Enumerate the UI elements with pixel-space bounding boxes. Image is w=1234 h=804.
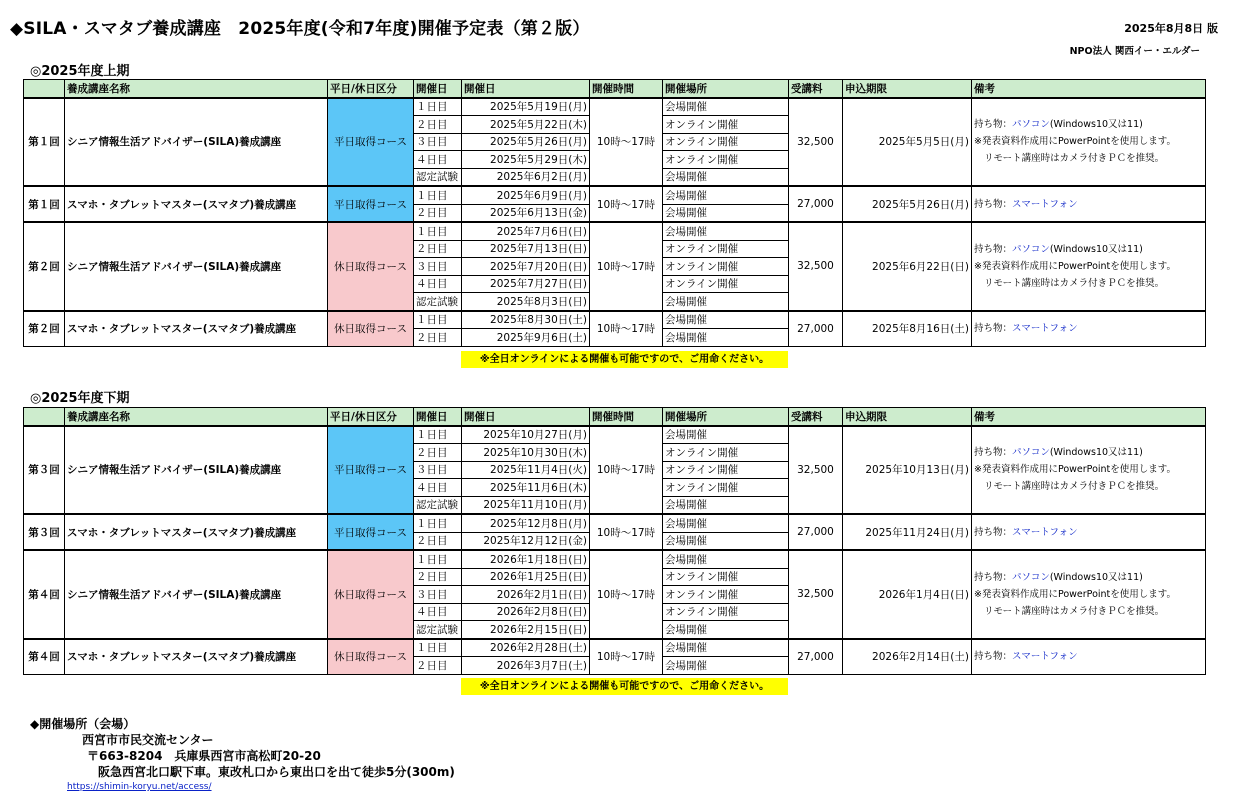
day-label: ３日目 <box>414 586 462 604</box>
day-label: 認定試験 <box>414 168 462 186</box>
column-header: 開催時間 <box>590 80 663 98</box>
organization-name: NPO法人 関西イー・エルダー <box>1069 46 1200 57</box>
event-date: 2025年8月3日(日) <box>462 293 590 311</box>
day-label: ２日目 <box>414 657 462 675</box>
application-deadline: 2025年5月26日(月) <box>843 186 972 222</box>
bring-item: パソコン <box>1012 571 1050 583</box>
event-date: 2026年2月8日(日) <box>462 603 590 621</box>
table-row <box>24 426 1206 444</box>
event-venue: 会場開催 <box>663 311 789 329</box>
day-label: １日目 <box>414 186 462 204</box>
tuition-fee: 32,500 <box>789 550 843 639</box>
day-label: ４日目 <box>414 603 462 621</box>
event-date: 2025年10月30日(木) <box>462 444 590 462</box>
remarks <box>972 426 1206 515</box>
day-label: ２日目 <box>414 240 462 258</box>
event-time: 10時～17時 <box>590 98 663 187</box>
bring-label: 持ち物： <box>974 651 1013 662</box>
note-remote: リモート講座時はカメラ付きＰＣを推奨。 <box>984 481 1165 493</box>
event-venue: 会場開催 <box>663 550 789 568</box>
application-deadline: 2026年1月4日(日) <box>843 550 972 639</box>
note-remote: リモート講座時はカメラ付きＰＣを推奨。 <box>984 277 1165 289</box>
event-venue: 会場開催 <box>663 222 789 240</box>
note-remote: リモート講座時はカメラ付きＰＣを推奨。 <box>984 153 1165 165</box>
event-venue: 会場開催 <box>663 532 789 550</box>
application-deadline: 2025年5月5日(月) <box>843 98 972 187</box>
column-header: 備考 <box>972 408 1206 426</box>
table-row <box>24 514 1206 532</box>
event-date: 2025年11月6日(木) <box>462 479 590 497</box>
column-header: 受講料 <box>789 408 843 426</box>
day-label: ２日目 <box>414 532 462 550</box>
online-notice: ※全日オンラインによる開催も可能ですので、ご用命ください。 <box>461 351 788 368</box>
session-number: 第２回 <box>24 311 65 347</box>
remarks <box>972 550 1206 639</box>
column-header: 開催場所 <box>663 408 789 426</box>
event-date: 2026年2月15日(日) <box>462 621 590 639</box>
remarks <box>972 639 1206 675</box>
event-time: 10時～17時 <box>590 311 663 347</box>
day-label: １日目 <box>414 222 462 240</box>
event-venue: オンライン開催 <box>663 240 789 258</box>
day-label: ３日目 <box>414 461 462 479</box>
course-type: 平日取得コース <box>328 98 414 187</box>
column-header <box>24 80 65 98</box>
bring-spec: (Windows10又は11) <box>1049 119 1143 131</box>
event-venue: 会場開催 <box>663 514 789 532</box>
table-row <box>24 550 1206 568</box>
day-label: ２日目 <box>414 568 462 586</box>
column-header: 平日/休日区分 <box>328 408 414 426</box>
course-name: スマホ・タブレットマスター(スマタブ)養成講座 <box>65 186 328 222</box>
event-time: 10時～17時 <box>590 186 663 222</box>
bring-label: 持ち物： <box>974 526 1013 538</box>
venue-access: 阪急西宮北口駅下車。東改札口から東出口を出て徒歩5分(300m) <box>98 765 455 779</box>
event-time: 10時～17時 <box>590 514 663 550</box>
column-header: 開催日 <box>462 408 590 426</box>
table-header-row <box>24 80 1206 98</box>
day-label: １日目 <box>414 639 462 657</box>
note-remote: リモート講座時はカメラ付きＰＣを推奨。 <box>984 605 1165 617</box>
tuition-fee: 27,000 <box>789 639 843 675</box>
day-label: １日目 <box>414 550 462 568</box>
session-number: 第３回 <box>24 426 65 515</box>
bring-item: スマートフォン <box>1012 198 1078 210</box>
day-label: 認定試験 <box>414 293 462 311</box>
tuition-fee: 27,000 <box>789 186 843 222</box>
session-number: 第４回 <box>24 639 65 675</box>
event-venue: オンライン開催 <box>663 258 789 276</box>
bring-label: 持ち物： <box>974 323 1013 334</box>
bring-item: スマートフォン <box>1012 526 1078 538</box>
event-venue: オンライン開催 <box>663 586 789 604</box>
session-number: 第１回 <box>24 98 65 187</box>
day-label: ３日目 <box>414 258 462 276</box>
event-venue: 会場開催 <box>663 98 789 116</box>
bring-label: 持ち物： <box>974 571 1013 583</box>
table-row <box>24 311 1206 329</box>
version-date: 2025年8月8日 版 <box>1124 22 1218 35</box>
event-date: 2026年1月25日(日) <box>462 568 590 586</box>
application-deadline: 2025年11月24日(月) <box>843 514 972 550</box>
venue-info <box>30 716 455 780</box>
day-label: １日目 <box>414 98 462 116</box>
event-venue: 会場開催 <box>663 657 789 675</box>
event-date: 2025年8月30日(土) <box>462 311 590 329</box>
table-row <box>24 639 1206 657</box>
event-date: 2025年11月4日(火) <box>462 461 590 479</box>
event-venue: 会場開催 <box>663 293 789 311</box>
event-date: 2025年7月6日(日) <box>462 222 590 240</box>
event-venue: オンライン開催 <box>663 275 789 293</box>
column-header: 平日/休日区分 <box>328 80 414 98</box>
tuition-fee: 27,000 <box>789 311 843 347</box>
schedule-table-second-half <box>23 407 1206 675</box>
course-type: 休日取得コース <box>328 222 414 311</box>
session-number: 第４回 <box>24 550 65 639</box>
note-powerpoint: ※発表資料作成用にPowerPointを使用します。 <box>974 588 1177 600</box>
event-date: 2025年7月27日(日) <box>462 275 590 293</box>
event-date: 2025年5月19日(月) <box>462 98 590 116</box>
bring-spec: (Windows10又は11) <box>1049 447 1143 459</box>
event-time: 10時～17時 <box>590 426 663 515</box>
session-number: 第１回 <box>24 186 65 222</box>
event-date: 2025年7月20日(日) <box>462 258 590 276</box>
day-label: ４日目 <box>414 275 462 293</box>
table-row <box>24 222 1206 240</box>
note-powerpoint: ※発表資料作成用にPowerPointを使用します。 <box>974 260 1177 272</box>
table-row <box>24 98 1206 116</box>
event-venue: オンライン開催 <box>663 568 789 586</box>
day-label: 認定試験 <box>414 496 462 514</box>
column-header: 申込期限 <box>843 80 972 98</box>
application-deadline: 2025年10月13日(月) <box>843 426 972 515</box>
venue-access-link[interactable]: https://shimin-koryu.net/access/ <box>67 782 212 792</box>
day-label: ２日目 <box>414 329 462 347</box>
bring-item: スマートフォン <box>1012 323 1078 334</box>
column-header: 養成講座名称 <box>65 80 328 98</box>
column-header: 備考 <box>972 80 1206 98</box>
column-header: 養成講座名称 <box>65 408 328 426</box>
note-powerpoint: ※発表資料作成用にPowerPointを使用します。 <box>974 464 1177 476</box>
venue-address: 〒663-8204 兵庫県西宮市高松町20-20 <box>87 749 321 763</box>
section-title-second-half: ◎2025年度下期 <box>30 391 130 406</box>
course-type: 平日取得コース <box>328 514 414 550</box>
event-date: 2026年3月7日(土) <box>462 657 590 675</box>
remarks <box>972 514 1206 550</box>
bring-item: パソコン <box>1012 119 1050 131</box>
event-venue: 会場開催 <box>663 329 789 347</box>
session-number: 第３回 <box>24 514 65 550</box>
course-name: スマホ・タブレットマスター(スマタブ)養成講座 <box>65 639 328 675</box>
event-date: 2025年12月12日(金) <box>462 532 590 550</box>
column-header: 開催時間 <box>590 408 663 426</box>
event-date: 2026年2月1日(日) <box>462 586 590 604</box>
note-powerpoint: ※発表資料作成用にPowerPointを使用します。 <box>974 136 1177 148</box>
tuition-fee: 32,500 <box>789 222 843 311</box>
day-label: ２日目 <box>414 444 462 462</box>
page-title: ◆SILA・スマタブ養成講座 2025年度(令和7年度)開催予定表（第２版） <box>10 19 590 39</box>
bring-label: 持ち物： <box>974 243 1013 255</box>
event-date: 2025年6月13日(金) <box>462 204 590 222</box>
bring-item: パソコン <box>1012 447 1050 459</box>
tuition-fee: 32,500 <box>789 98 843 187</box>
day-label: １日目 <box>414 514 462 532</box>
online-notice: ※全日オンラインによる開催も可能ですので、ご用命ください。 <box>461 678 788 695</box>
column-header: 開催場所 <box>663 80 789 98</box>
course-type: 休日取得コース <box>328 639 414 675</box>
event-venue: オンライン開催 <box>663 151 789 169</box>
bring-spec: (Windows10又は11) <box>1049 571 1143 583</box>
day-label: ３日目 <box>414 133 462 151</box>
column-header <box>24 408 65 426</box>
remarks <box>972 311 1206 347</box>
course-name: シニア情報生活アドバイザー(SILA)養成講座 <box>65 426 328 515</box>
course-name: スマホ・タブレットマスター(スマタブ)養成講座 <box>65 311 328 347</box>
remarks <box>972 186 1206 222</box>
day-label: ４日目 <box>414 151 462 169</box>
bring-item: スマートフォン <box>1012 651 1078 662</box>
event-date: 2026年1月18日(日) <box>462 550 590 568</box>
day-label: 認定試験 <box>414 621 462 639</box>
event-venue: 会場開催 <box>663 168 789 186</box>
event-time: 10時～17時 <box>590 639 663 675</box>
bring-label: 持ち物： <box>974 119 1013 131</box>
day-label: １日目 <box>414 311 462 329</box>
bring-label: 持ち物： <box>974 447 1013 459</box>
tuition-fee: 27,000 <box>789 514 843 550</box>
column-header: 開催日 <box>414 80 462 98</box>
event-date: 2025年5月26日(月) <box>462 133 590 151</box>
event-time: 10時～17時 <box>590 550 663 639</box>
table-header-row <box>24 408 1206 426</box>
bring-item: パソコン <box>1012 243 1050 255</box>
tuition-fee: 32,500 <box>789 426 843 515</box>
application-deadline: 2026年2月14日(土) <box>843 639 972 675</box>
event-date: 2025年10月27日(月) <box>462 426 590 444</box>
event-date: 2025年5月22日(木) <box>462 116 590 134</box>
course-type: 平日取得コース <box>328 426 414 515</box>
event-venue: オンライン開催 <box>663 133 789 151</box>
day-label: ２日目 <box>414 204 462 222</box>
event-venue: 会場開催 <box>663 621 789 639</box>
course-name: シニア情報生活アドバイザー(SILA)養成講座 <box>65 550 328 639</box>
course-type: 休日取得コース <box>328 311 414 347</box>
course-name: スマホ・タブレットマスター(スマタブ)養成講座 <box>65 514 328 550</box>
section-title-first-half: ◎2025年度上期 <box>30 64 130 79</box>
event-venue: 会場開催 <box>663 204 789 222</box>
column-header: 開催日 <box>414 408 462 426</box>
event-venue: オンライン開催 <box>663 603 789 621</box>
event-venue: 会場開催 <box>663 186 789 204</box>
application-deadline: 2025年8月16日(土) <box>843 311 972 347</box>
table-row <box>24 186 1206 204</box>
event-date: 2025年6月9日(月) <box>462 186 590 204</box>
day-label: ２日目 <box>414 116 462 134</box>
event-venue: オンライン開催 <box>663 479 789 497</box>
event-date: 2025年5月29日(木) <box>462 151 590 169</box>
course-type: 平日取得コース <box>328 186 414 222</box>
course-name: シニア情報生活アドバイザー(SILA)養成講座 <box>65 222 328 311</box>
event-venue: オンライン開催 <box>663 444 789 462</box>
schedule-table-first-half <box>23 79 1206 347</box>
day-label: ４日目 <box>414 479 462 497</box>
day-label: １日目 <box>414 426 462 444</box>
session-number: 第２回 <box>24 222 65 311</box>
column-header: 申込期限 <box>843 408 972 426</box>
column-header: 開催日 <box>462 80 590 98</box>
bring-spec: (Windows10又は11) <box>1049 243 1143 255</box>
event-venue: 会場開催 <box>663 426 789 444</box>
venue-name: 西宮市市民交流センター <box>82 733 214 747</box>
event-date: 2026年2月28日(土) <box>462 639 590 657</box>
event-date: 2025年12月8日(月) <box>462 514 590 532</box>
application-deadline: 2025年6月22日(日) <box>843 222 972 311</box>
column-header: 受講料 <box>789 80 843 98</box>
event-venue: 会場開催 <box>663 496 789 514</box>
remarks <box>972 98 1206 187</box>
bring-label: 持ち物： <box>974 198 1013 210</box>
event-venue: 会場開催 <box>663 639 789 657</box>
event-date: 2025年11月10日(月) <box>462 496 590 514</box>
event-time: 10時～17時 <box>590 222 663 311</box>
course-name: シニア情報生活アドバイザー(SILA)養成講座 <box>65 98 328 187</box>
event-date: 2025年7月13日(日) <box>462 240 590 258</box>
event-venue: オンライン開催 <box>663 461 789 479</box>
event-venue: オンライン開催 <box>663 116 789 134</box>
venue-heading: ◆開催場所（会場） <box>30 717 136 731</box>
remarks <box>972 222 1206 311</box>
event-date: 2025年9月6日(土) <box>462 329 590 347</box>
course-type: 休日取得コース <box>328 550 414 639</box>
event-date: 2025年6月2日(月) <box>462 168 590 186</box>
